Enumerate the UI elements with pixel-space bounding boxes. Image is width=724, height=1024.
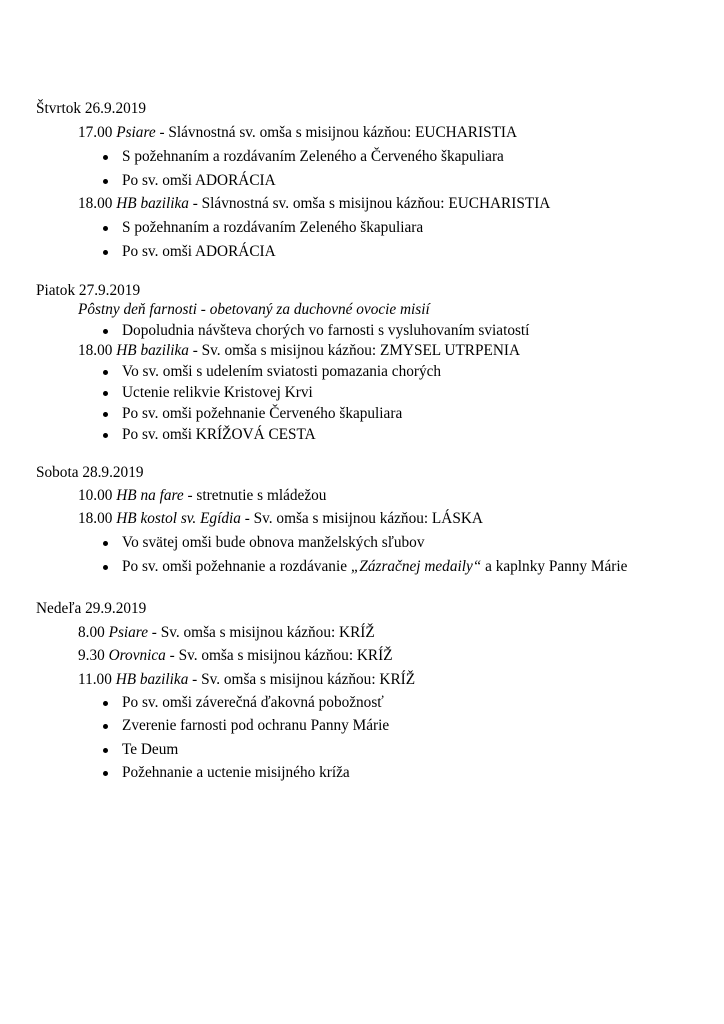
bullet-text: Po sv. omši KRÍŽOVÁ CESTA [122,426,316,443]
bullet-item [122,147,504,167]
bullet-item [122,321,529,341]
event-line [78,646,393,666]
event-time: 18.00 [78,195,113,212]
event-line [78,194,550,214]
bullet-icon [103,433,108,438]
bullet-text: Vo sv. omši s udelením sviatosti pomazania chorých [122,363,442,380]
day-title-saturday: Sobota 28.9.2019 [36,464,144,481]
bullet-text: Po sv. omši ADORÁCIA [122,243,276,260]
bullet-text: Požehnanie a uctenie misijného kríža [122,764,350,781]
bullet-icon [103,541,108,546]
bullet-text: Uctenie relikvie Kristovej Krvi [122,384,313,401]
event-text: - Sv. omša s misijnou kázňou: ZMYSEL UTRPENIA [188,342,521,359]
event-time: 18.00 [78,342,113,359]
bullet-italic-text: „Zázračnej medaily“ [350,558,482,575]
bullet-item [122,362,441,382]
event-time: 8.00 [78,624,105,641]
event-place: HB na fare [116,487,184,504]
bullet-text: Po sv. omši požehnanie Červeného škapuliara [122,405,403,422]
event-line [78,670,415,690]
bullet-item [122,740,178,760]
event-place: HB kostol sv. Egídia [116,510,241,527]
event-line [78,623,375,643]
bullet-text: Te Deum [122,741,179,758]
event-place: Psiare [116,124,156,141]
event-text: - Sv. omša s misijnou kázňou: LÁSKA [240,510,483,527]
event-text: - Slávnostná sv. omša s misijnou kázňou: EUCHARISTIA [188,195,551,212]
event-place: HB bazilika [115,671,189,688]
event-text: - stretnutie s mládežou [183,487,327,504]
event-line [78,341,520,361]
bullet-icon [103,391,108,396]
bullet-icon [103,748,108,753]
event-place: Psiare [108,624,148,641]
event-line [78,486,326,506]
event-time: 17.00 [78,124,113,141]
day-title-friday: Piatok 27.9.2019 [36,282,141,299]
event-text: - Sv. omša s misijnou kázňou: KRÍŽ [147,624,375,641]
bullet-text: Po sv. omši požehnanie a rozdávanie [122,558,351,575]
bullet-icon [103,329,108,334]
bullet-icon [103,724,108,729]
event-text: - Sv. omša s misijnou kázňou: KRÍŽ [188,671,416,688]
bullet-icon [103,155,108,160]
bullet-text-end: a kaplnky Panny Márie [481,558,628,575]
bullet-icon [103,565,108,570]
bullet-item [122,693,384,713]
event-line [78,509,483,529]
bullet-icon [103,370,108,375]
event-place: Orovnica [108,647,166,664]
day-title-sunday: Nedeľa 29.9.2019 [36,600,147,617]
event-note [78,300,430,320]
day-title-thursday: Štvrtok 26.9.2019 [36,100,147,117]
event-line [78,123,517,143]
bullet-icon [103,179,108,184]
bullet-item [122,425,316,445]
event-text: - Sv. omša s misijnou kázňou: KRÍŽ [165,647,393,664]
bullet-text: S požehnaním a rozdávaním Zeleného a Červeného škapuliara [122,148,504,165]
bullet-text: S požehnaním a rozdávaním Zeleného škapuliara [122,219,424,236]
bullet-item [122,171,276,191]
event-place: HB bazilika [116,195,189,212]
event-time: 11.00 [78,671,112,688]
bullet-item [122,242,276,262]
bullet-text: Dopoludnia návšteva chorých vo farnosti s vysluhovaním sviatostí [122,322,530,339]
bullet-item [122,404,402,424]
event-time: 18.00 [78,510,113,527]
bullet-text: Zverenie farnosti pod ochranu Panny Márie [122,717,390,734]
bullet-item [122,383,313,403]
bullet-item [122,533,424,553]
event-place: HB bazilika [116,342,189,359]
bullet-icon [103,701,108,706]
note-text: Pôstny deň farnosti - obetovaný za duchovné ovocie misií [78,301,430,318]
bullet-text: Po sv. omši záverečná ďakovná pobožnosť [122,694,384,711]
event-time: 9.30 [78,647,105,664]
event-text: - Slávnostná sv. omša s misijnou kázňou: EUCHARISTIA [155,124,518,141]
bullet-text: Po sv. omši ADORÁCIA [122,172,276,189]
event-time: 10.00 [78,487,113,504]
bullet-icon [103,226,108,231]
bullet-item [122,218,423,238]
bullet-icon [103,771,108,776]
bullet-icon [103,412,108,417]
bullet-item [122,763,350,783]
bullet-item [122,557,627,577]
bullet-icon [103,250,108,255]
bullet-item [122,716,389,736]
bullet-text: Vo svätej omši bude obnova manželských sľubov [122,534,425,551]
